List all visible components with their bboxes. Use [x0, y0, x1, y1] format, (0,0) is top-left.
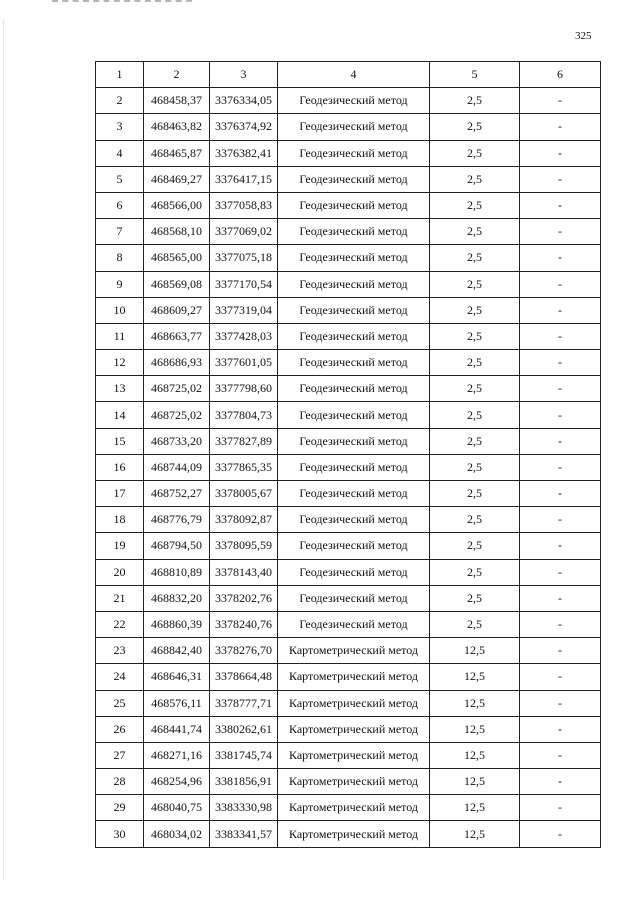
x-coordinate-cell: 468040,75 — [144, 795, 210, 821]
method-cell: Картометрический метод — [278, 638, 430, 664]
table-row — [96, 428, 601, 454]
header-cell: 5 — [430, 62, 520, 88]
method-cell: Геодезический метод — [278, 428, 430, 454]
y-coordinate-cell: 3377075,18 — [210, 245, 278, 271]
point-number-cell: 27 — [96, 742, 144, 768]
point-number-cell: 14 — [96, 402, 144, 428]
x-coordinate-cell: 468842,40 — [144, 638, 210, 664]
note-cell: - — [520, 140, 601, 166]
table-header-row — [96, 62, 601, 88]
note-cell: - — [520, 297, 601, 323]
method-cell: Картометрический метод — [278, 690, 430, 716]
method-cell: Картометрический метод — [278, 664, 430, 690]
x-coordinate-cell: 468752,27 — [144, 481, 210, 507]
y-coordinate-cell: 3377428,03 — [210, 323, 278, 349]
header-cell: 2 — [144, 62, 210, 88]
point-number-cell: 28 — [96, 769, 144, 795]
accuracy-cell: 2,5 — [430, 166, 520, 192]
table-row — [96, 402, 601, 428]
accuracy-cell: 2,5 — [430, 507, 520, 533]
table-row — [96, 350, 601, 376]
point-number-cell: 30 — [96, 821, 144, 847]
accuracy-cell: 2,5 — [430, 533, 520, 559]
x-coordinate-cell: 468832,20 — [144, 585, 210, 611]
accuracy-cell: 12,5 — [430, 638, 520, 664]
note-cell: - — [520, 585, 601, 611]
table-row — [96, 507, 601, 533]
y-coordinate-cell: 3377170,54 — [210, 271, 278, 297]
point-number-cell: 22 — [96, 611, 144, 637]
note-cell: - — [520, 664, 601, 690]
y-coordinate-cell: 3378005,67 — [210, 481, 278, 507]
y-coordinate-cell: 3377798,60 — [210, 376, 278, 402]
x-coordinate-cell: 468609,27 — [144, 297, 210, 323]
page-number: 325 — [575, 30, 592, 42]
accuracy-cell: 2,5 — [430, 192, 520, 218]
y-coordinate-cell: 3376382,41 — [210, 140, 278, 166]
note-cell: - — [520, 245, 601, 271]
accuracy-cell: 12,5 — [430, 716, 520, 742]
note-cell: - — [520, 88, 601, 114]
point-number-cell: 6 — [96, 192, 144, 218]
note-cell: - — [520, 533, 601, 559]
x-coordinate-cell: 468465,87 — [144, 140, 210, 166]
x-coordinate-cell: 468458,37 — [144, 88, 210, 114]
note-cell: - — [520, 742, 601, 768]
point-number-cell: 2 — [96, 88, 144, 114]
table-row — [96, 271, 601, 297]
note-cell: - — [520, 192, 601, 218]
method-cell: Геодезический метод — [278, 559, 430, 585]
accuracy-cell: 12,5 — [430, 769, 520, 795]
note-cell: - — [520, 559, 601, 585]
y-coordinate-cell: 3378240,76 — [210, 611, 278, 637]
table-row — [96, 88, 601, 114]
y-coordinate-cell: 3377058,83 — [210, 192, 278, 218]
note-cell: - — [520, 795, 601, 821]
method-cell: Геодезический метод — [278, 533, 430, 559]
y-coordinate-cell: 3377601,05 — [210, 350, 278, 376]
table-row — [96, 559, 601, 585]
x-coordinate-cell: 468576,11 — [144, 690, 210, 716]
x-coordinate-cell: 468566,00 — [144, 192, 210, 218]
note-cell: - — [520, 821, 601, 847]
x-coordinate-cell: 468568,10 — [144, 219, 210, 245]
point-number-cell: 17 — [96, 481, 144, 507]
note-cell: - — [520, 350, 601, 376]
method-cell: Картометрический метод — [278, 795, 430, 821]
y-coordinate-cell: 3378143,40 — [210, 559, 278, 585]
header-cell: 3 — [210, 62, 278, 88]
point-number-cell: 9 — [96, 271, 144, 297]
x-coordinate-cell: 468725,02 — [144, 402, 210, 428]
method-cell: Картометрический метод — [278, 821, 430, 847]
accuracy-cell: 2,5 — [430, 350, 520, 376]
x-coordinate-cell: 468034,02 — [144, 821, 210, 847]
point-number-cell: 8 — [96, 245, 144, 271]
x-coordinate-cell: 468776,79 — [144, 507, 210, 533]
table-row — [96, 638, 601, 664]
note-cell: - — [520, 638, 601, 664]
table-row — [96, 297, 601, 323]
table-body — [96, 62, 601, 848]
note-cell: - — [520, 716, 601, 742]
y-coordinate-cell: 3378092,87 — [210, 507, 278, 533]
point-number-cell: 10 — [96, 297, 144, 323]
table-row — [96, 769, 601, 795]
table-row — [96, 323, 601, 349]
accuracy-cell: 2,5 — [430, 114, 520, 140]
method-cell: Картометрический метод — [278, 769, 430, 795]
table-row — [96, 114, 601, 140]
accuracy-cell: 2,5 — [430, 323, 520, 349]
y-coordinate-cell: 3381745,74 — [210, 742, 278, 768]
table-row — [96, 140, 601, 166]
point-number-cell: 5 — [96, 166, 144, 192]
method-cell: Геодезический метод — [278, 245, 430, 271]
x-coordinate-cell: 468569,08 — [144, 271, 210, 297]
accuracy-cell: 2,5 — [430, 428, 520, 454]
y-coordinate-cell: 3376374,92 — [210, 114, 278, 140]
point-number-cell: 15 — [96, 428, 144, 454]
y-coordinate-cell: 3376417,15 — [210, 166, 278, 192]
table-row — [96, 166, 601, 192]
scan-artifact-top — [52, 0, 192, 4]
header-cell: 4 — [278, 62, 430, 88]
accuracy-cell: 2,5 — [430, 585, 520, 611]
point-number-cell: 3 — [96, 114, 144, 140]
point-number-cell: 23 — [96, 638, 144, 664]
point-number-cell: 29 — [96, 795, 144, 821]
method-cell: Геодезический метод — [278, 297, 430, 323]
scan-artifact-left — [3, 20, 4, 880]
table-row — [96, 245, 601, 271]
point-number-cell: 24 — [96, 664, 144, 690]
method-cell: Геодезический метод — [278, 88, 430, 114]
y-coordinate-cell: 3377319,04 — [210, 297, 278, 323]
note-cell: - — [520, 507, 601, 533]
y-coordinate-cell: 3377069,02 — [210, 219, 278, 245]
x-coordinate-cell: 468469,27 — [144, 166, 210, 192]
method-cell: Геодезический метод — [278, 454, 430, 480]
point-number-cell: 18 — [96, 507, 144, 533]
table-row — [96, 821, 601, 847]
x-coordinate-cell: 468810,89 — [144, 559, 210, 585]
point-number-cell: 19 — [96, 533, 144, 559]
point-number-cell: 20 — [96, 559, 144, 585]
y-coordinate-cell: 3378276,70 — [210, 638, 278, 664]
y-coordinate-cell: 3377865,35 — [210, 454, 278, 480]
x-coordinate-cell: 468271,16 — [144, 742, 210, 768]
x-coordinate-cell: 468565,00 — [144, 245, 210, 271]
y-coordinate-cell: 3378777,71 — [210, 690, 278, 716]
method-cell: Геодезический метод — [278, 585, 430, 611]
y-coordinate-cell: 3378664,48 — [210, 664, 278, 690]
method-cell: Геодезический метод — [278, 114, 430, 140]
x-coordinate-cell: 468254,96 — [144, 769, 210, 795]
y-coordinate-cell: 3383341,57 — [210, 821, 278, 847]
accuracy-cell: 2,5 — [430, 245, 520, 271]
accuracy-cell: 12,5 — [430, 821, 520, 847]
accuracy-cell: 2,5 — [430, 219, 520, 245]
y-coordinate-cell: 3377804,73 — [210, 402, 278, 428]
method-cell: Геодезический метод — [278, 219, 430, 245]
accuracy-cell: 12,5 — [430, 664, 520, 690]
header-cell: 1 — [96, 62, 144, 88]
note-cell: - — [520, 114, 601, 140]
point-number-cell: 7 — [96, 219, 144, 245]
point-number-cell: 13 — [96, 376, 144, 402]
y-coordinate-cell: 3378202,76 — [210, 585, 278, 611]
note-cell: - — [520, 611, 601, 637]
method-cell: Картометрический метод — [278, 742, 430, 768]
table-row — [96, 481, 601, 507]
header-cell: 6 — [520, 62, 601, 88]
note-cell: - — [520, 769, 601, 795]
note-cell: - — [520, 428, 601, 454]
accuracy-cell: 2,5 — [430, 481, 520, 507]
accuracy-cell: 2,5 — [430, 611, 520, 637]
table-row — [96, 192, 601, 218]
method-cell: Геодезический метод — [278, 166, 430, 192]
note-cell: - — [520, 323, 601, 349]
point-number-cell: 21 — [96, 585, 144, 611]
x-coordinate-cell: 468860,39 — [144, 611, 210, 637]
table-row — [96, 585, 601, 611]
accuracy-cell: 12,5 — [430, 690, 520, 716]
table-row — [96, 664, 601, 690]
table-row — [96, 611, 601, 637]
accuracy-cell: 2,5 — [430, 140, 520, 166]
x-coordinate-cell: 468744,09 — [144, 454, 210, 480]
point-number-cell: 4 — [96, 140, 144, 166]
x-coordinate-cell: 468725,02 — [144, 376, 210, 402]
table-row — [96, 716, 601, 742]
method-cell: Геодезический метод — [278, 507, 430, 533]
point-number-cell: 12 — [96, 350, 144, 376]
accuracy-cell: 2,5 — [430, 88, 520, 114]
method-cell: Геодезический метод — [278, 402, 430, 428]
method-cell: Геодезический метод — [278, 323, 430, 349]
method-cell: Геодезический метод — [278, 140, 430, 166]
accuracy-cell: 12,5 — [430, 742, 520, 768]
accuracy-cell: 2,5 — [430, 297, 520, 323]
y-coordinate-cell: 3378095,59 — [210, 533, 278, 559]
note-cell: - — [520, 166, 601, 192]
x-coordinate-cell: 468646,31 — [144, 664, 210, 690]
note-cell: - — [520, 219, 601, 245]
table-row — [96, 742, 601, 768]
accuracy-cell: 12,5 — [430, 795, 520, 821]
accuracy-cell: 2,5 — [430, 376, 520, 402]
method-cell: Геодезический метод — [278, 350, 430, 376]
x-coordinate-cell: 468733,20 — [144, 428, 210, 454]
x-coordinate-cell: 468463,82 — [144, 114, 210, 140]
accuracy-cell: 2,5 — [430, 402, 520, 428]
note-cell: - — [520, 454, 601, 480]
accuracy-cell: 2,5 — [430, 454, 520, 480]
point-number-cell: 11 — [96, 323, 144, 349]
note-cell: - — [520, 690, 601, 716]
note-cell: - — [520, 376, 601, 402]
y-coordinate-cell: 3380262,61 — [210, 716, 278, 742]
note-cell: - — [520, 481, 601, 507]
table-row — [96, 454, 601, 480]
method-cell: Геодезический метод — [278, 481, 430, 507]
method-cell: Геодезический метод — [278, 271, 430, 297]
method-cell: Геодезический метод — [278, 611, 430, 637]
y-coordinate-cell: 3383330,98 — [210, 795, 278, 821]
x-coordinate-cell: 468441,74 — [144, 716, 210, 742]
note-cell: - — [520, 402, 601, 428]
method-cell: Картометрический метод — [278, 716, 430, 742]
table-row — [96, 219, 601, 245]
table-row — [96, 533, 601, 559]
x-coordinate-cell: 468794,50 — [144, 533, 210, 559]
point-number-cell: 16 — [96, 454, 144, 480]
accuracy-cell: 2,5 — [430, 271, 520, 297]
y-coordinate-cell: 3376334,05 — [210, 88, 278, 114]
table-row — [96, 690, 601, 716]
method-cell: Геодезический метод — [278, 192, 430, 218]
y-coordinate-cell: 3381856,91 — [210, 769, 278, 795]
accuracy-cell: 2,5 — [430, 559, 520, 585]
y-coordinate-cell: 3377827,89 — [210, 428, 278, 454]
table-row — [96, 376, 601, 402]
note-cell: - — [520, 271, 601, 297]
coordinates-table — [95, 61, 601, 848]
x-coordinate-cell: 468663,77 — [144, 323, 210, 349]
x-coordinate-cell: 468686,93 — [144, 350, 210, 376]
table-row — [96, 795, 601, 821]
point-number-cell: 25 — [96, 690, 144, 716]
method-cell: Геодезический метод — [278, 376, 430, 402]
point-number-cell: 26 — [96, 716, 144, 742]
